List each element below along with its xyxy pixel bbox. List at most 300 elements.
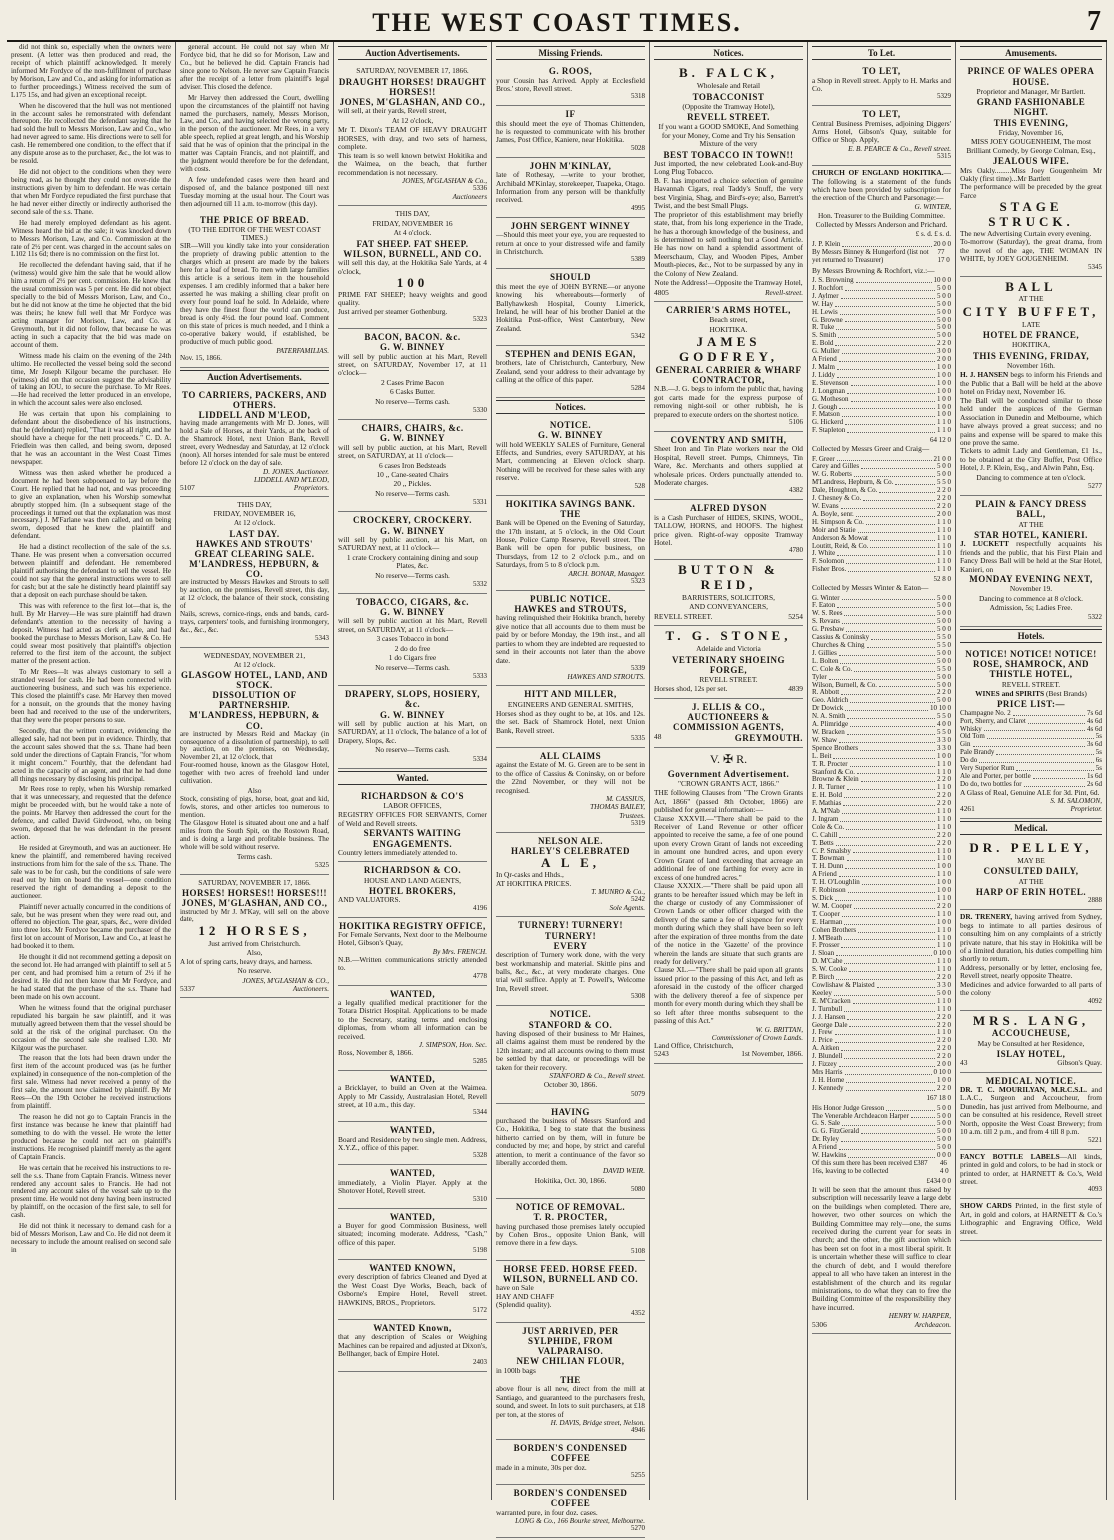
report-paragraph: When he witness found that the original purchaser repudiated his bargain he saw plaintiff, and it was mutually agreed between them that the vessel should be sold at the risk of the original purchaser. On the occasion of the second sale she realised L30. Mr Kilgour was the purchaser. bbox=[11, 1003, 171, 1052]
subscriber-name: The Venerable Archdeacon Harper bbox=[812, 1111, 909, 1120]
subscription-amount: 5 0 0 bbox=[937, 283, 951, 292]
subscriber-name: T. Bowman bbox=[812, 854, 845, 863]
ad-number: 48 bbox=[654, 731, 662, 741]
subscriber-name: S. W. Cooke bbox=[812, 965, 848, 974]
ad-text: warranted pure, in four doz. cases. bbox=[496, 1507, 598, 1517]
report-paragraph: Mr Harvey then addressed the Court, dwelling upon the circumstances of the plaintiff not having named the purchasers, namely, Messrs Morison, Law, and Co., and having selected the wrong party, in the person of the auctioneer. Mr Rees, in a very able speech, replied at great length, and his Worship said that he was of opinion that the principal in the matter was Captain Francis, and not plaintiff, and the judgment would therefore be for the defendant, with costs. bbox=[180, 93, 329, 174]
column-3 bbox=[334, 42, 491, 1540]
ad-lead: HAWKES and STROUTS, bbox=[514, 604, 627, 615]
subscription-amount: 1 1 0 bbox=[937, 807, 951, 816]
leader-dots bbox=[854, 903, 935, 909]
ad-title: BACON, BACON. &c. bbox=[364, 332, 461, 343]
ad-terms: No reserve—Terms cash. bbox=[375, 662, 450, 672]
subscription-amount: 1 1 0 bbox=[937, 941, 951, 950]
ad-title: REVELL STREET. bbox=[687, 112, 770, 123]
subscription-amount: 10 10 0 bbox=[930, 704, 951, 713]
ad-clause: Clause XXXIX.—"There shall be paid upon all grants to be hereafter issued which may be left in the charge or custody of any Commissioner of Crown Lands or other officer charged with the delivery of the same a fee of sixpence for every month during which they shall have been so left after the expiration of three months from the date of the notice in the 'Gazette' of the province wherein the lands are situate that such grants are ready for delivery." bbox=[654, 881, 803, 967]
ad-title: NELSON ALE. bbox=[537, 835, 604, 846]
ad-item: Four-roomed house, known as the Glasgow Hotel, together with two acres of freehold land under cultivation. bbox=[180, 761, 329, 786]
ad-star-hotel-ball bbox=[960, 496, 1102, 626]
ad-text-body: —All kinds, printed in gold and colors, to be had in stock or printed to order, at HARNETT & Co.'s, Weld street. bbox=[960, 1151, 1102, 1186]
subscription-amount: 2 2 0 bbox=[937, 688, 951, 697]
leader-dots bbox=[846, 558, 935, 564]
horse-count-word: HORSES, bbox=[226, 923, 311, 939]
church-signature: G. WINTER, bbox=[914, 202, 951, 211]
ad-lead: M'LANDRESS, HEPBURN, & CO. bbox=[189, 710, 320, 731]
royal-crest-icon: V. ✠ R. bbox=[709, 751, 748, 766]
ad-text: The proprietor of this establishment may briefly state, that, from his long experience in the Trade, he has a thorough knowledge of the business, and is determined to sell nothing but a Good Article. He has now on hand a splendid assortment of Meerschaum, Clay, and Wooden Pipes, Amber Mouth-pieces, &c., Not to be surpassed by any in the Colony of New Zealand. bbox=[654, 209, 803, 278]
notice-ad bbox=[496, 1199, 645, 1261]
ad-dr-pelley bbox=[960, 838, 1102, 910]
subscriber-name: Fisher Bros. bbox=[812, 565, 847, 574]
ad-title: PRINCE OF WALES OPERA HOUSE. bbox=[967, 66, 1095, 87]
ad-lead: NEW CHILIAN FLOUR, bbox=[516, 1356, 625, 1367]
subscriber-name: A Friend bbox=[812, 870, 837, 879]
subscriber-name: E. M'Cracken bbox=[812, 996, 851, 1005]
wanted-ad bbox=[338, 788, 487, 863]
subscriber-name: A Friend bbox=[812, 355, 837, 364]
subscriber-name: Spence Brothers bbox=[812, 743, 859, 752]
ad-prince-of-wales-opera-house bbox=[960, 63, 1102, 276]
notice-ad bbox=[496, 748, 645, 833]
ad-number: 5106 bbox=[789, 418, 803, 426]
subscriber-name: G. Hickerd bbox=[812, 418, 844, 427]
leader-dots bbox=[845, 419, 935, 425]
leader-dots bbox=[835, 301, 935, 307]
subscription-amount: 5 0 0 bbox=[937, 680, 951, 689]
subscription-amount: 5 0 0 bbox=[937, 323, 951, 332]
letter-title: THE PRICE OF BREAD. bbox=[199, 214, 310, 225]
subscription-amount: 2 0 0 bbox=[937, 1060, 951, 1069]
ad-title: DRAPERY, SLOPS, HOSIERY, &c. bbox=[345, 689, 480, 710]
ad-text: (Splendid quality). bbox=[496, 1300, 552, 1310]
ad-title: CARRIER'S ARMS HOTEL, bbox=[666, 305, 791, 315]
missing-friend-ad bbox=[496, 63, 645, 106]
ad-lead: G. ROOS, bbox=[548, 66, 593, 77]
subscription-amount: 2 2 0 bbox=[937, 799, 951, 808]
ad-lead: T. G. STONE, bbox=[665, 628, 792, 644]
ad-list-item: 1 do Cigars free bbox=[388, 653, 437, 663]
ad-lead: STEPHEN and DENIS EGAN, bbox=[505, 349, 636, 360]
letter-price-of-bread bbox=[180, 212, 329, 368]
subscription-amount: 1 1 0 bbox=[937, 822, 951, 831]
ad-number: 2888 bbox=[1088, 896, 1102, 905]
ad-title: BALL bbox=[1005, 278, 1057, 294]
leader-dots bbox=[842, 618, 935, 624]
subscriber-name: Dale, Houghton, & Co. bbox=[812, 486, 878, 495]
ad-falck-tobacconist bbox=[654, 63, 803, 302]
page-number: 7 bbox=[1087, 6, 1101, 37]
ad-sig: H. DAVIS, Bridge street, Nelson. bbox=[550, 1419, 645, 1428]
ad-number: 5310 bbox=[473, 1194, 487, 1203]
ad-signature: Commissioner of Crown Lands. bbox=[711, 1033, 803, 1042]
subscriber-name: A. Boyle, senr. bbox=[812, 509, 854, 518]
subscriber-name: R. Abbott bbox=[812, 688, 840, 697]
wanted-ad bbox=[338, 1209, 487, 1261]
ad-number: 5028 bbox=[631, 143, 645, 152]
ad-lead-line bbox=[960, 690, 1102, 698]
ad-lead: JONES, M'GLASHAN, AND CO., bbox=[339, 97, 486, 108]
ad-sub: AT THE bbox=[1018, 519, 1044, 529]
section-notices: Notices. bbox=[496, 400, 645, 414]
ad-text: MISS JOEY GOUGENHEIM, The most Brilliant Comedy, by George Colman, Esq., bbox=[966, 137, 1096, 155]
ad-lead: G. W. BINNEY bbox=[379, 433, 446, 444]
price-value: 3s 6d bbox=[1087, 740, 1102, 749]
leader-dots bbox=[850, 721, 935, 727]
subscription-amount: 1 1 0 bbox=[937, 933, 951, 942]
ad-text: Tickets to admit Lady and Gentleman, £1 1s., to be obtained at the City Buffet, Post Office Hotel, J. P. Klein, Esq., and Alwin Pahn, Esq. bbox=[960, 446, 1102, 473]
subscription-amount: 1 0 0 bbox=[937, 751, 951, 760]
ad-big: A L E, bbox=[540, 855, 601, 871]
ad-text: will sell by public auction, at his Mart, on SATURDAY next, at 11 o'clock— bbox=[338, 534, 487, 553]
subscription-amount: 2 2 0 bbox=[937, 1044, 951, 1053]
subscriber-name: J. Rochfort bbox=[812, 283, 844, 292]
leader-dots bbox=[841, 293, 935, 299]
ad-glasgow-hotel bbox=[180, 648, 329, 876]
subscription-amount: 77 17 0 bbox=[937, 247, 950, 264]
subscription-amount: 5 5 0 bbox=[937, 641, 951, 649]
wanted-ad bbox=[338, 862, 487, 917]
column-5 bbox=[650, 42, 807, 1540]
ad-text: having disposed of their business to Mr Haines, all claims against them must be rendered by the 12th instant; and all accounts owing to them must be settled by that date, or proceedings will be taken for their recovery. bbox=[496, 1028, 645, 1072]
ad-lead: BORDEN'S CONDENSED COFFEE bbox=[513, 1443, 628, 1464]
subscription-amount: 2 0 0 bbox=[937, 509, 951, 518]
ad-date: October 30, 1866. bbox=[543, 1080, 598, 1090]
leader-dots bbox=[840, 309, 935, 315]
ad-text bbox=[960, 540, 1102, 574]
auction-ad bbox=[338, 594, 487, 686]
subscription-amount: 1 1 0 bbox=[937, 925, 951, 934]
leader-dots bbox=[846, 1077, 935, 1083]
subscription-row bbox=[812, 1029, 951, 1037]
ad-number: 4196 bbox=[473, 903, 487, 912]
subscription-amount: 5 0 0 bbox=[937, 470, 951, 479]
ad-lead: DR. T. C. MOURILYAN, M.R.C.S.L. bbox=[960, 1085, 1087, 1095]
leader-dots bbox=[847, 388, 935, 394]
subscriber-name: J. Chesney & Co. bbox=[812, 494, 862, 503]
subscription-amount: 5 0 0 bbox=[937, 1135, 951, 1144]
ad-text: made in a minute, 30s per doz. bbox=[496, 1462, 587, 1472]
subscriber-name: J. Ingram bbox=[812, 814, 839, 823]
subscription-amount: 2 2 0 bbox=[937, 1012, 951, 1021]
ad-title: JEALOUS WIFE. bbox=[992, 156, 1070, 167]
subscriber-name: F. Eaton bbox=[812, 601, 836, 610]
subscription-amount: 1 1 0 bbox=[937, 426, 951, 435]
leader-dots bbox=[842, 595, 935, 601]
subscription-amount: 1 0 0 bbox=[937, 886, 951, 895]
ad-text-body: and L.A.C., Surgeon and Accoucheur, from Dunedin, has just arrived from Melbourne, and can be consulted at his residence, Revell street North, opposite the West Coast Brewery; from 10 a.m. till 2 p.m., and from 4 till 8 p.m. bbox=[960, 1085, 1103, 1137]
subscriber-name: C. Cahill bbox=[812, 830, 838, 839]
ad-number: 5315 bbox=[937, 152, 951, 161]
subscription-amount: 1 1 0 bbox=[937, 996, 951, 1005]
leader-dots bbox=[841, 503, 935, 509]
leader-dots bbox=[847, 427, 935, 433]
ad-date: 1st November, 1866. bbox=[741, 1049, 803, 1059]
ad-text: late of Rothesay, —write to your brother, Archibald M'Kinlay, storekeeper, Tuapeka, Otago. Information from any person will be thankfully received. bbox=[496, 170, 645, 205]
subscription-amount: 5 0 0 bbox=[937, 617, 951, 626]
subscription-amount: 5 0 0 bbox=[937, 696, 951, 705]
ad-text: a Shop in Revell street. Apply to H. Marks and Co. bbox=[812, 75, 951, 93]
ad-title: HORSE FEED. HORSE FEED. bbox=[503, 1263, 638, 1274]
ad-title: GRAND FASHIONABLE NIGHT. bbox=[976, 97, 1086, 118]
subscriber-name: G. Browne bbox=[812, 315, 843, 324]
ad-title: SERVANTS WAITING ENGAGEMENTS. bbox=[363, 828, 462, 849]
ad-lead: G. W. BINNEY bbox=[379, 607, 446, 618]
leader-dots bbox=[844, 935, 935, 941]
ad-title: CITY BUFFET, bbox=[962, 303, 1100, 319]
price-value: 5s bbox=[1095, 732, 1102, 741]
subscription-amount: 5 0 0 bbox=[937, 315, 951, 324]
subscriber-name: L. Beit bbox=[812, 751, 832, 760]
church-appeal: It will be seen that the amount thus raised by subscription will necessarily leave a large debt on the buildings when completed. There are, however, two other sources on which the Building Committee may rely—one, the sums received during the current year for seats in church; and the other, the gift auction which has been set on foot in a most liberal spirit. It is uncertain whether these will suffice to clear the church of debt, and I would therefore appeal to all who have taken an interest in the establishment of the church and its regular ministrations, to do what they can to free the Building Committee of the responsibility they have incurred. bbox=[812, 1184, 951, 1312]
ad-lead: HOKITIKA REGISTRY OFFICE, bbox=[339, 920, 486, 931]
ad-church-subscriptions bbox=[812, 166, 951, 1334]
ad-lead: H. J. HANSEN bbox=[960, 370, 1009, 380]
ad-title: GLASGOW HOTEL, LAND, AND STOCK. bbox=[180, 670, 329, 691]
ad-alfred-dyson bbox=[654, 500, 803, 560]
subscriber-name: J. J. Hansen bbox=[812, 1012, 846, 1021]
horse-count: 12 bbox=[198, 923, 220, 939]
ad-count: 100 bbox=[396, 275, 429, 290]
to-let-ad bbox=[812, 63, 951, 106]
column-4 bbox=[492, 42, 649, 1540]
ad-text: N.B.—Written communications strictly attended to. bbox=[338, 954, 487, 973]
leader-dots bbox=[861, 776, 935, 782]
wanted-ads bbox=[338, 788, 487, 1372]
ad-title: NOTICE. bbox=[549, 1009, 592, 1020]
ad-clause: Clause XL.—"There shall be paid upon all grants issued prior to the passing of this Act, and left as aforesaid in the custody of the officer charged with the delivery thereof a fee of sixpence per month for every month during which they shall be so left after three months subsequent to the passing of this Act." bbox=[654, 965, 803, 1026]
ad-number: 4839 bbox=[788, 684, 803, 694]
ad-sub: BARRISTERS, SOLICITORS, bbox=[682, 592, 775, 602]
ad-number: 5079 bbox=[631, 1089, 645, 1098]
price-value: 5s bbox=[1095, 748, 1102, 757]
missing-friend-ad bbox=[496, 269, 645, 346]
leader-dots bbox=[853, 998, 935, 1004]
subscriber-name: Browne & Klein bbox=[812, 775, 859, 784]
ad-text: The Ball will be conducted similar to those held under the auspices of the German Association in Dunedin and Melbourne, which have always proved a great success; and no pains and expense will be spared to make this one prove the same. bbox=[960, 395, 1102, 447]
ad-title: MEDICAL NOTICE. bbox=[985, 1075, 1077, 1086]
subscriber-name: Cohen Brothers bbox=[812, 925, 857, 934]
subscriber-name: Dr. Ryley bbox=[812, 1135, 839, 1144]
ad-number: 5270 bbox=[631, 1524, 645, 1533]
ad-sub: Proprietor and Manager, Mr Bartlett. bbox=[976, 86, 1086, 96]
leader-dots bbox=[844, 610, 935, 616]
ad-sub: MAY BE bbox=[1017, 855, 1045, 865]
subscription-amount: 2 2 0 bbox=[937, 1083, 951, 1092]
subscriber-name: F. Matson bbox=[812, 410, 840, 419]
subscriber-name: W. Hay bbox=[812, 299, 834, 308]
ad-sig: ARCH. BONAR, Manager. bbox=[568, 569, 645, 578]
ad-text: in 100lb bags bbox=[496, 1365, 536, 1375]
ad-title: PUBLIC NOTICE. bbox=[529, 593, 611, 604]
ad-title: NOTICE. bbox=[549, 420, 592, 430]
collected-by: Collected by Messrs Greer and Craig— bbox=[812, 444, 930, 454]
section-auction-advertisements: Auction Advertisements. bbox=[338, 46, 487, 60]
subtotal: 52 8 0 bbox=[933, 575, 951, 584]
price-item: Champagne No. 2 bbox=[960, 708, 1011, 717]
missing-friend-ad bbox=[496, 158, 645, 218]
ad-cast: Mrs Oakly.........Miss Joey Gougenheim Mr Oakly (first time)...Mr Bartlett bbox=[960, 165, 1102, 183]
ad-text: If you want a GOOD SMOKE, And Something for your Money, Come and Try his Sensation Mixture of the very bbox=[658, 122, 799, 149]
subscriber-name: S. Revans bbox=[812, 617, 840, 626]
ad-button-reid bbox=[654, 560, 803, 626]
ad-number: 5319 bbox=[631, 818, 645, 827]
ad-lead: DR. PELLEY, bbox=[969, 840, 1093, 856]
subscriber-name: A. M'Nab bbox=[812, 807, 840, 816]
leader-dots bbox=[858, 527, 935, 533]
price-item: Pale Brandy bbox=[960, 748, 995, 757]
currency-header: £ s. d. £ s. d. bbox=[915, 229, 951, 238]
ad-text: this should meet the eye of Thomas Chittenden, he is requested to communicate with his brother James, Post Office, Kaniere, near Hokitika. bbox=[496, 118, 645, 145]
church-intro bbox=[812, 169, 951, 203]
notice-ad bbox=[496, 1261, 645, 1323]
letter-signature: PATERFAMILIAS. bbox=[276, 346, 329, 355]
subscriber-name: F. Solomon bbox=[812, 557, 845, 566]
ad-title: MONDAY EVENING NEXT, bbox=[969, 574, 1093, 585]
subscriber-name: Cole & Co. bbox=[812, 822, 845, 831]
subscription-amount: 1 0 0 bbox=[937, 386, 951, 395]
ad-text: Dancing to commence at 8 o'clock. bbox=[979, 593, 1083, 603]
auction-ad bbox=[338, 686, 487, 768]
missing-friend-ad bbox=[496, 346, 645, 398]
ad-text: your Cousin has Arrived. Apply at Ecclesfield Bros.' store, Revell street. bbox=[496, 75, 645, 93]
notice-ad bbox=[496, 1323, 645, 1441]
leader-dots bbox=[862, 879, 935, 885]
subscription-amount: 5 0 0 bbox=[937, 307, 951, 316]
ad-number: 5198 bbox=[473, 1246, 487, 1255]
ad-title: J. ELLIS & CO., bbox=[691, 701, 765, 712]
section-amusements: Amusements. bbox=[960, 46, 1102, 60]
ad-text-body: begs to inform his Friends and the Public that a Ball will be held at the above hotel on Friday next, November 16. bbox=[960, 370, 1102, 397]
letter-subtitle: (TO THE EDITOR OF THE WEST COAST TIMES.) bbox=[188, 224, 321, 243]
ad-text: This team is so well known betwixt Hokitika and the Waimea, on the beach, that further recommendation is not necessary. bbox=[338, 150, 487, 177]
ad-number: 5325 bbox=[315, 861, 329, 870]
ad-title: ISLAY HOTEL, bbox=[996, 1049, 1066, 1060]
ad-number: 5284 bbox=[631, 383, 645, 392]
report-paragraph: Secondly, that the written contract, evidencing the alleged sale, had not been put in evidence. Thirdly, that the account sales showed that the s.s. Thane had been sold under the directions of Captain Francis, "for whom it might concern." Fourthly, that the defendant had acted in the capacity of an agent, and that he had done all things necessary by disclosing his principal. bbox=[11, 726, 171, 783]
subscriber-name: J. R. Turner bbox=[812, 783, 846, 792]
leader-dots bbox=[842, 911, 935, 917]
subscription-row bbox=[812, 1085, 951, 1093]
wanted-ad bbox=[338, 986, 487, 1071]
ad-terms: Terms cash. bbox=[236, 851, 273, 861]
leader-dots bbox=[836, 950, 931, 956]
subscription-amount: 1 1 0 bbox=[937, 909, 951, 918]
subscriber-name: J. Longman bbox=[812, 386, 846, 395]
subscriber-name: J. Liddy bbox=[812, 370, 835, 379]
ad-lead: EVERY bbox=[553, 940, 588, 951]
to-let-ads bbox=[812, 63, 951, 166]
column-7 bbox=[956, 42, 1106, 1540]
ad-lead: T. R. PROCTER, bbox=[533, 1212, 608, 1223]
ad-lead: DR. TRENERY, bbox=[960, 912, 1013, 922]
ad-carriers-arms bbox=[654, 302, 803, 432]
leader-dots bbox=[863, 495, 935, 501]
subscription-row bbox=[812, 745, 951, 753]
subscriber-name: E. Stevenson bbox=[812, 378, 849, 387]
leader-dots bbox=[844, 958, 935, 964]
ad-signature: Auctioneers. bbox=[292, 984, 329, 993]
auction-ads bbox=[338, 63, 487, 768]
notice-ad bbox=[496, 1104, 645, 1199]
subtotal: 167 18 0 bbox=[926, 1093, 951, 1102]
ad-number: 4261 bbox=[960, 804, 975, 814]
subscriber-name: T. Betts bbox=[812, 838, 834, 847]
notice-ad bbox=[496, 686, 645, 748]
ad-firm: HAWKES AND STROUTS' bbox=[195, 538, 314, 549]
leader-dots bbox=[839, 871, 935, 877]
subscription-list bbox=[812, 241, 951, 265]
subscription-amount: 1 0 0 bbox=[937, 862, 951, 871]
ad-number: 5306 bbox=[812, 1319, 827, 1329]
subscription-amount: 3 3 0 bbox=[937, 735, 951, 744]
subscription-amount: 1 0 0 bbox=[937, 363, 951, 371]
report-paragraph: did not think so, especially when the owners were present. (A letter was then produced and read, the receipt of which plaintiff acknowledged. It merely informed Mr Fordyce of the non-fulfilment of purchase by Morison, Law and Co., and asking for information as to further proceedings.) Witness received the sum of L175 15s, and had given an exceptional receipt. bbox=[11, 43, 171, 99]
ad-text: The new Advertising Curtain every evening. bbox=[960, 228, 1092, 238]
ad-text: —Should this meet your eye, you are requested to return at once to your distressed wife and family in Christchurch. bbox=[496, 230, 645, 256]
subscriber-name: Tyler bbox=[812, 672, 827, 681]
ad-title: TURNERY! TURNERY! TURNERY! bbox=[518, 920, 623, 941]
ad-sig: HAWKES AND STROUTS. bbox=[567, 673, 645, 682]
ad-subtitle: DISSOLUTION OF PARTNERSHIP. bbox=[212, 690, 297, 711]
leader-dots bbox=[854, 471, 935, 477]
subscription-row bbox=[812, 427, 951, 435]
subscription-amount: 5 0 0 bbox=[937, 299, 951, 308]
ad-lead: WANTED, bbox=[389, 1125, 436, 1136]
leader-dots bbox=[836, 840, 935, 846]
ad-text: Country letters immediately attended to. bbox=[338, 847, 458, 857]
subscription-amount: 1 1 0 bbox=[937, 1028, 951, 1037]
ad-text: Just arrived from Christchurch. bbox=[208, 938, 301, 948]
leader-dots bbox=[846, 626, 935, 632]
leader-dots bbox=[861, 463, 935, 469]
subscriber-name: F. Greer bbox=[812, 454, 835, 463]
ad-lead: ALFRED DYSON bbox=[690, 503, 767, 514]
ad-sub: HOUSE AND LAND AGENTS, bbox=[364, 875, 461, 885]
leader-dots bbox=[836, 974, 935, 980]
section-missing-friends: Missing Friends. bbox=[496, 46, 645, 60]
price-item: Whisky bbox=[960, 724, 982, 733]
ad-sub: AT THE bbox=[1018, 294, 1044, 304]
auction-ad bbox=[338, 512, 487, 594]
subscription-amount: 2 2 0 bbox=[937, 1052, 951, 1061]
subscriber-name: J. Aylmer bbox=[812, 291, 839, 300]
subscriber-name: D. M'Cabe bbox=[812, 957, 843, 966]
subscription-amount: 2 2 0 bbox=[937, 502, 951, 510]
subscriber-name: Carey and Gilles bbox=[812, 462, 860, 471]
leader-dots bbox=[895, 479, 935, 485]
report-paragraph: He was certain that upon his complaining to defendant about the disobedience of his instructions, that he (defendant) replied, "That it was all right, and he should have a cheque for the nett proceeds." C. D. A. Friedlein was then called, and being sworn, deposed that he was an accountant in the West Coast Times newspaper. bbox=[11, 410, 171, 466]
leader-dots bbox=[847, 1014, 935, 1020]
subscriber-name: W. Bracken bbox=[812, 727, 845, 736]
leader-dots bbox=[1033, 773, 1085, 779]
subscriber-name: J. M'Beath bbox=[812, 933, 843, 942]
ad-sig: DAVID WEIR. bbox=[603, 1167, 645, 1176]
subscription-amount: 1 1 0 bbox=[937, 814, 951, 823]
ad-number: 4352 bbox=[631, 1308, 645, 1317]
leader-dots bbox=[877, 982, 935, 988]
ad-clause: Clause XXXVII.—"There shall be paid to the Receiver of Land Revenue or other officer appointed to receive the same, a fee of one pound upon every Crown Grant of lands not exceeding in amount one hundred acres, and upon every Crown Grant of land exceeding that acreage an additional fee of one farthing for every acre in excess of one hundred acres." bbox=[654, 813, 803, 882]
ad-date: THIS DAY, bbox=[395, 209, 430, 219]
subscription-amount: 1 1 0 bbox=[937, 846, 951, 855]
subscription-amount: 2 2 0 bbox=[937, 791, 951, 800]
ad-date: SATURDAY, NOVEMBER 17, 1866. bbox=[356, 66, 469, 76]
subscription-amount: 2 2 0 bbox=[937, 1036, 951, 1045]
ad-lead: G. W. BINNEY bbox=[379, 709, 446, 720]
subscriber-name: E. Bold bbox=[812, 339, 834, 348]
ad-text: will sell, at their yards, Revell street, bbox=[338, 106, 447, 116]
collected-by: Collected by Messrs Winter & Eaton— bbox=[812, 583, 929, 593]
